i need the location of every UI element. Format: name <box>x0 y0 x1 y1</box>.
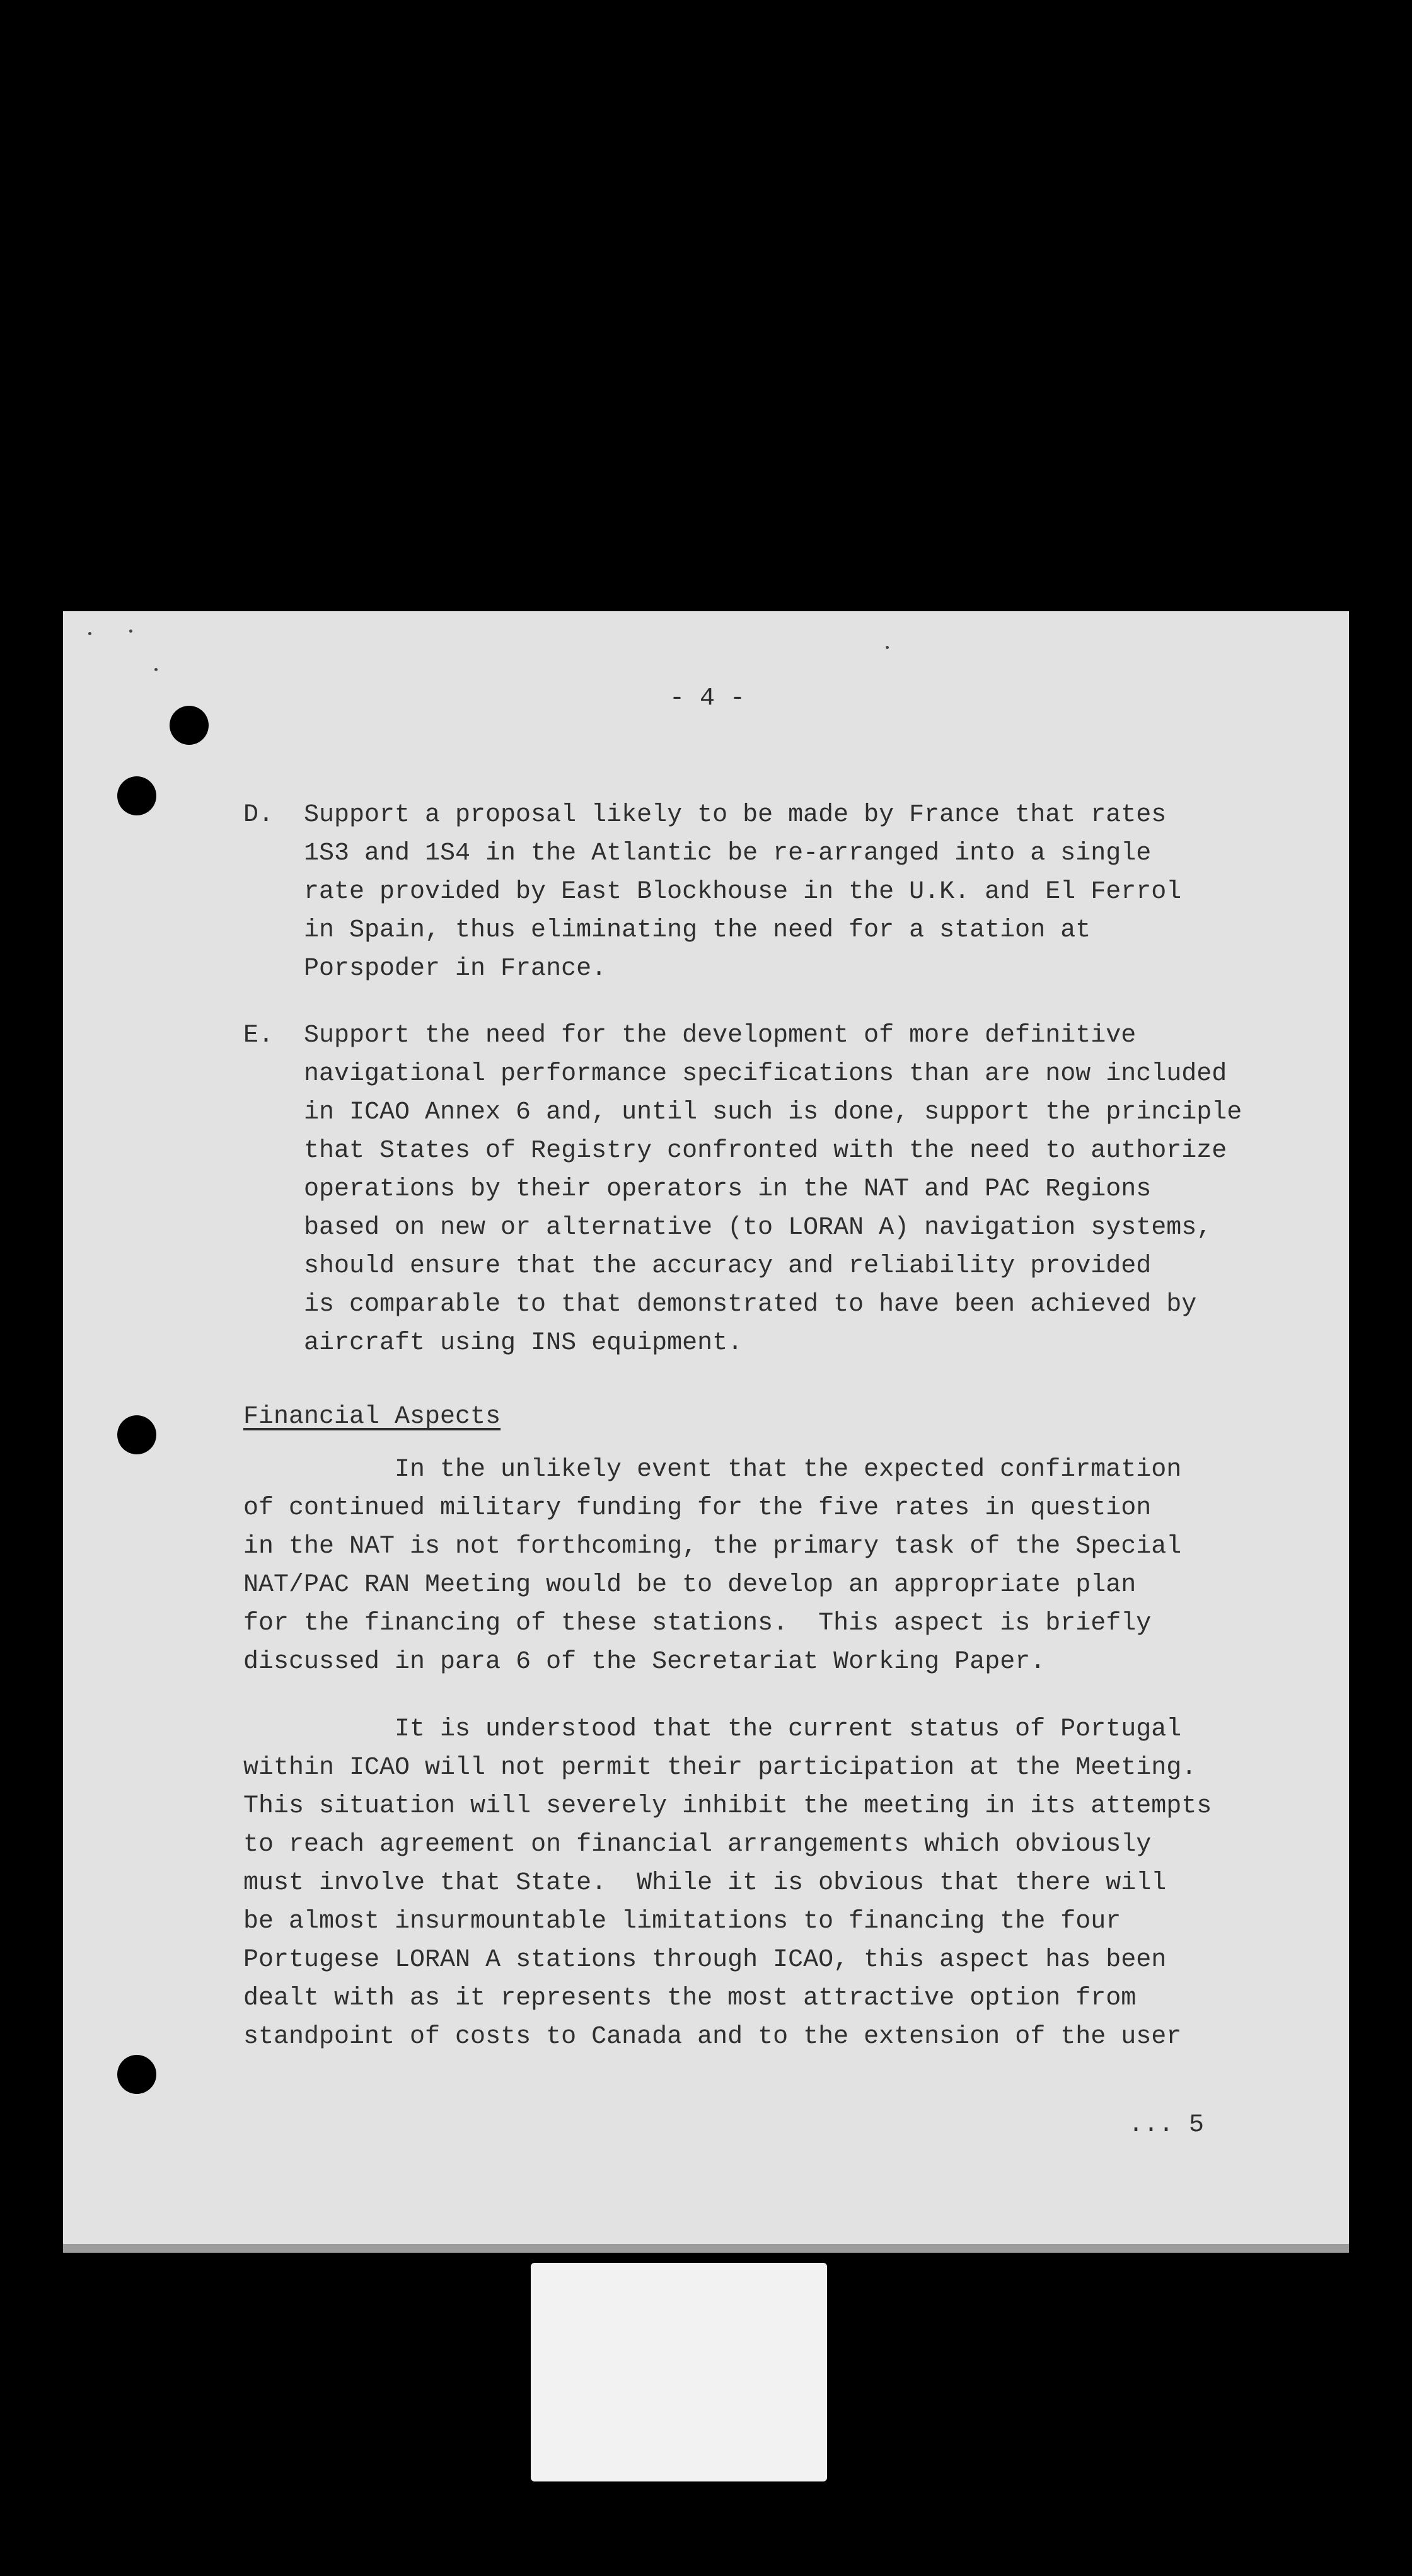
text-line: Support a proposal likely to be made by France that rates <box>304 801 1167 829</box>
punch-hole <box>117 776 156 815</box>
text-line: operations by their operators in the NAT and PAC Regions <box>304 1175 1152 1204</box>
continuation-marker: ... 5 <box>1128 2111 1205 2139</box>
text-line: to reach agreement on financial arrangements which obviously <box>243 1831 1152 1859</box>
text-line: within ICAO will not permit their participation at the Meeting. <box>243 1754 1197 1782</box>
speck <box>886 646 889 649</box>
speck <box>154 668 158 671</box>
text-line: be almost insurmountable limitations to financing the four <box>243 1907 1121 1936</box>
text-line: in the NAT is not forthcoming, the primary task of the Special <box>243 1532 1182 1561</box>
text-line: must involve that State. While it is obvious that there will <box>243 1869 1167 1897</box>
text-line: navigational performance specifications than are now included <box>304 1060 1227 1088</box>
text-line: in Spain, thus eliminating the need for a station at <box>304 916 1091 945</box>
text-line: of continued military funding for the five rates in question <box>243 1494 1152 1522</box>
text-line: Support the need for the development of more definitive <box>304 1021 1137 1050</box>
text-line: standpoint of costs to Canada and to the extension of the user <box>243 2023 1182 2051</box>
section-heading: Financial Aspects <box>243 1403 501 1431</box>
text-line: dealt with as it represents the most attractive option from <box>243 1984 1137 2013</box>
paragraph-1 <box>243 1451 1181 1681</box>
text-line: rate provided by East Blockhouse in the U.K. and El Ferrol <box>304 878 1182 906</box>
item-label-d: D. <box>243 801 274 829</box>
text-line: 1S3 and 1S4 in the Atlantic be re-arranged into a single <box>304 839 1152 868</box>
text-line: based on new or alternative (to LORAN A) navigation systems, <box>304 1214 1212 1242</box>
text-line: This situation will severely inhibit the meeting in its attempts <box>243 1792 1212 1820</box>
item-label-e: E. <box>243 1021 274 1050</box>
text-line: that States of Registry confronted with the need to authorize <box>304 1137 1227 1165</box>
text-line: Portugese LORAN A stations through ICAO, this aspect has been <box>243 1946 1167 1974</box>
text-line: aircraft using INS equipment. <box>304 1329 743 1357</box>
text-line: It is understood that the current status of Portugal <box>395 1715 1182 1744</box>
text-line: discussed in para 6 of the Secretariat Working Paper. <box>243 1648 1046 1676</box>
text-line: NAT/PAC RAN Meeting would be to develop an appropriate plan <box>243 1571 1137 1599</box>
speck <box>88 632 91 635</box>
page-number: - 4 - <box>669 684 746 713</box>
paragraph-2 <box>243 1710 1212 2056</box>
item-d-text <box>304 796 1181 988</box>
text-line: Porspoder in France. <box>304 955 607 983</box>
speck <box>129 630 132 633</box>
text-line: in ICAO Annex 6 and, until such is done, support the principle <box>304 1098 1242 1127</box>
punch-hole <box>117 2055 156 2094</box>
text-line: In the unlikely event that the expected confirmation <box>395 1456 1182 1484</box>
white-card <box>531 2263 827 2481</box>
item-e-text <box>304 1016 1242 1362</box>
punch-hole <box>170 706 209 745</box>
text-line: for the financing of these stations. This aspect is briefly <box>243 1609 1152 1638</box>
punch-hole <box>117 1415 156 1454</box>
text-line: should ensure that the accuracy and reliability provided <box>304 1252 1152 1280</box>
text-line: is comparable to that demonstrated to have been achieved by <box>304 1291 1197 1319</box>
